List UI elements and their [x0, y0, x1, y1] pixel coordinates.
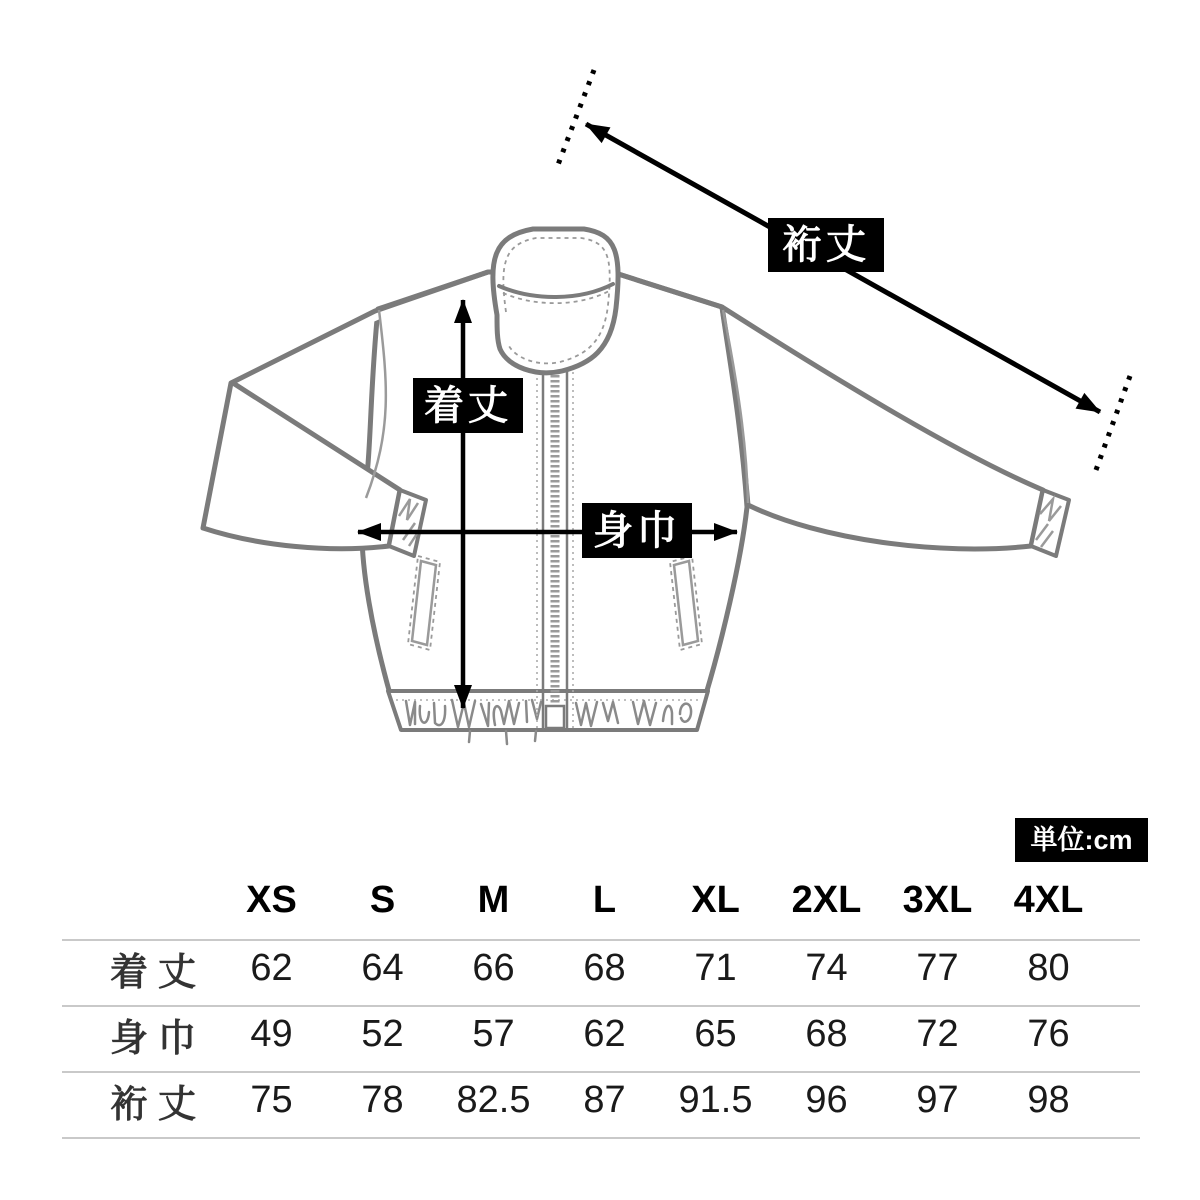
- unit-badge-text: 単位:cm: [1030, 824, 1133, 855]
- row-label: 身巾: [110, 1018, 207, 1060]
- cell: 78: [361, 1079, 404, 1121]
- col-header-3xl: 3XL: [902, 879, 973, 921]
- label-sleeve-length-text: 裄丈: [782, 223, 870, 267]
- cell: 98: [1027, 1079, 1070, 1121]
- label-body-width-text: 身巾: [593, 508, 681, 553]
- col-header-2xl: 2XL: [791, 879, 862, 921]
- label-body-width: [582, 503, 692, 558]
- sleeve-length-guide-bottom: [1096, 376, 1130, 470]
- collar-outline: [493, 229, 618, 373]
- cell: 87: [583, 1079, 626, 1121]
- col-header-m: M: [477, 879, 510, 921]
- cell: 68: [805, 1013, 848, 1055]
- table-row-body-width: [62, 1007, 1140, 1073]
- cell: 65: [694, 1013, 737, 1055]
- cell: 97: [916, 1079, 959, 1121]
- row-label: 着丈: [110, 952, 207, 994]
- label-sleeve-length: [768, 218, 884, 272]
- cell: 49: [250, 1013, 293, 1055]
- sleeve-length-guide-top: [556, 70, 594, 170]
- cell: 77: [916, 947, 959, 989]
- cell: 71: [694, 947, 737, 989]
- col-header-xs: XS: [246, 879, 297, 921]
- cell: 62: [250, 947, 293, 989]
- label-body-length: [413, 378, 523, 433]
- cell: 76: [1027, 1013, 1070, 1055]
- col-header-s: S: [369, 879, 396, 921]
- col-header-l: L: [592, 879, 617, 921]
- col-header-4xl: 4XL: [1013, 879, 1084, 921]
- zipper-bottom-stop: [546, 706, 564, 728]
- hem-ticks: [469, 731, 536, 744]
- cell: 91.5: [678, 1079, 753, 1121]
- table-row-body-length: [62, 941, 1140, 1007]
- cell: 75: [250, 1079, 293, 1121]
- collar: [493, 229, 618, 373]
- cell: 52: [361, 1013, 404, 1055]
- row-label: 裄丈: [110, 1084, 207, 1126]
- cell: 96: [805, 1079, 848, 1121]
- cell: 72: [916, 1013, 959, 1055]
- size-table: [62, 879, 1140, 1139]
- cell: 66: [472, 947, 515, 989]
- unit-badge: [1015, 818, 1148, 862]
- cell: 82.5: [456, 1079, 531, 1121]
- col-header-xl: XL: [691, 879, 740, 921]
- size-table-header: [62, 879, 1140, 941]
- cell: 74: [805, 947, 848, 989]
- cell: 68: [583, 947, 626, 989]
- cell: 80: [1027, 947, 1070, 989]
- label-body-length-text: 着丈: [424, 383, 512, 428]
- table-row-sleeve-length: [62, 1073, 1140, 1139]
- cell: 57: [472, 1013, 515, 1055]
- cell: 64: [361, 947, 404, 989]
- cell: 62: [583, 1013, 626, 1055]
